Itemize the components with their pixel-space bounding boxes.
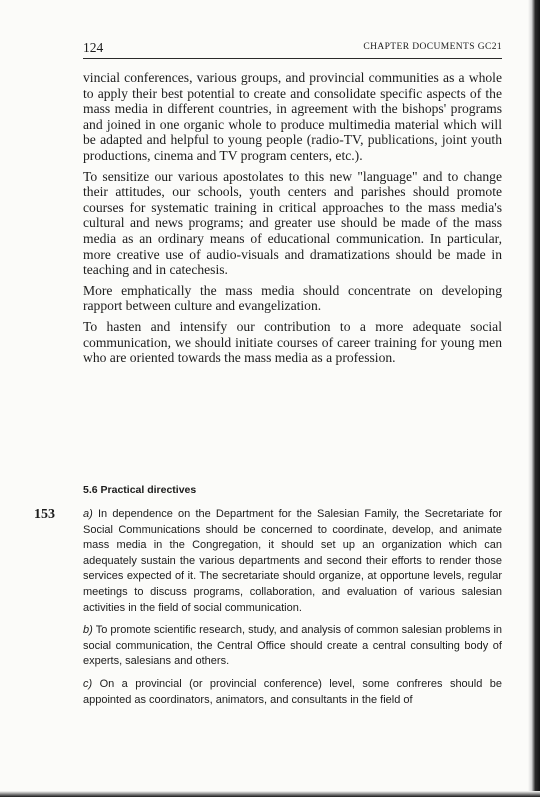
page-number: 124: [83, 40, 104, 55]
paragraph: To hasten and intensify our contribution to a more adequate social communication, we should initiate courses of career training for young men who are oriented towards the mass media as a profession.: [83, 318, 502, 366]
directive-label: a): [83, 508, 93, 520]
directive-item: [83, 677, 502, 708]
paragraph: vincial conferences, various groups, and provincial communities as a whole to apply their best potential to create and consolidate specific aspects of the mass media in different countries, in agreement with the bishops' programs and joined in one organic whole to produce multimedia material which will be adapted and helpful to young people (radio-TV, publications, joint youth productions, cinema and TV program centers, etc.).: [83, 70, 502, 163]
directive-text: To promote scientific research, study, and analysis of common salesian problems in social communication, the Central Office should create a central consulting body of experts, salesians and others.: [83, 624, 503, 668]
directive-text: In dependence on the Department for the Salesian Family, the Secretariate for Social Communications should be concerned to coordinate, develop, and animate mass media in the Congregation, it should set up an organization which can adequately sustain the various departments and second their efforts to render those services expected of it. The secretariate should organize, at opportune levels, regular meetings to discuss programs, collaboration, and evaluation of various salesian activities in the field of social communication.: [83, 508, 502, 614]
directives-list: [83, 507, 502, 715]
directive-label: b): [83, 624, 93, 637]
directive-text: On a provincial (or provincial conference) level, some confreres should be appointed as coordinators, animators, and consultants in the field of: [83, 677, 502, 706]
scan-edge-right: [528, 0, 540, 797]
directive-item: [83, 623, 502, 670]
body-text: [83, 70, 502, 371]
paragraph: To sensitize our various apostolates to this new "language" and to change their attitudes, our schools, youth centers and parishes should promote courses for systematic training in critical approaches to the mass media's cultural and news programs; and greater use should be made of the mass media as an ordinary means of educational communication. In particular, more creative use of audio-visuals and dramatizations should be made in teaching and in catechesis.: [83, 168, 502, 278]
page-header: [83, 38, 502, 59]
directive-item: [83, 507, 502, 616]
scan-edge-bottom: [0, 791, 540, 797]
section-heading: 5.6 Practical directives: [83, 484, 197, 496]
margin-paragraph-number: 153: [34, 507, 55, 522]
paragraph: More emphatically the mass media should concentrate on developing rapport between culture and evangelization.: [83, 282, 502, 314]
running-head: CHAPTER DOCUMENTS GC21: [363, 42, 502, 52]
directive-label: c): [83, 677, 93, 690]
